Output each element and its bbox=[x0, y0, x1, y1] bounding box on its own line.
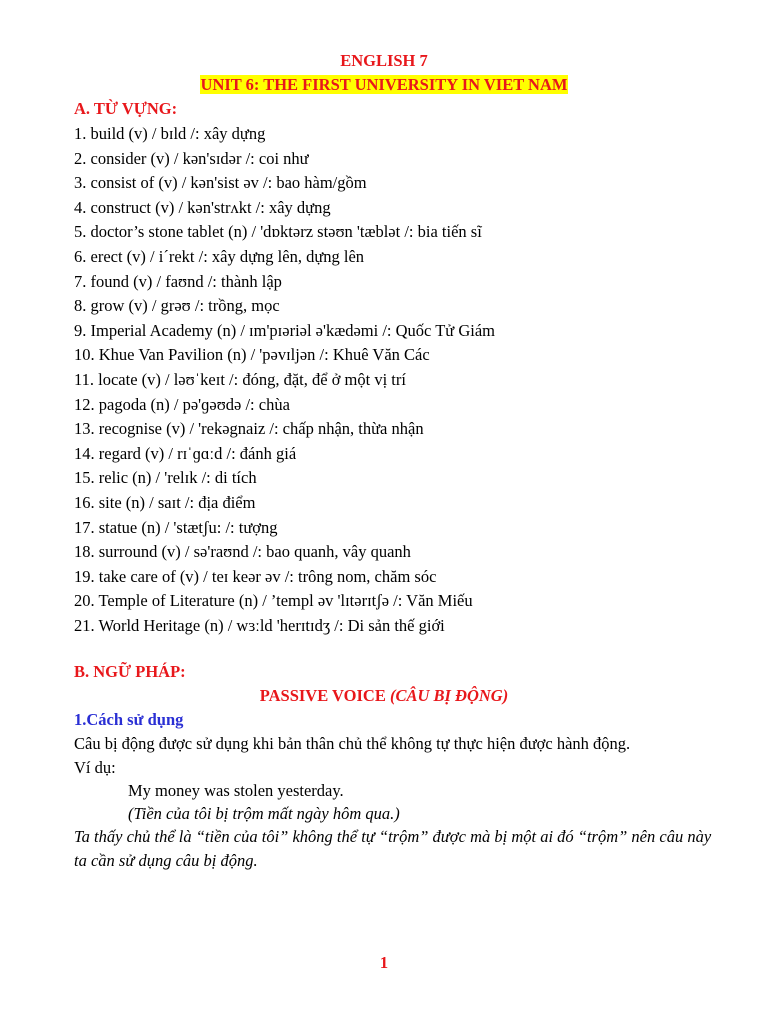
section-b-heading: B. NGỮ PHÁP: bbox=[74, 662, 186, 681]
usage-subheading: 1.Cách sử dụng bbox=[74, 710, 184, 729]
vocab-item: 19. take care of (v) / teɪ keər əv /: trông nom, chăm sóc bbox=[74, 566, 437, 586]
vocab-item: 10. Khue Van Pavilion (n) / 'pəvɪljən /: Khuê Văn Các bbox=[74, 345, 430, 365]
page-number: 1 bbox=[379, 953, 389, 972]
vocab-item: 17. statue (n) / 'stætʃu: /: tượng bbox=[74, 517, 278, 537]
vocab-item: 9. Imperial Academy (n) / ɪm'pɪəriəl ə'kædəmi /: Quốc Tử Giám bbox=[74, 320, 496, 340]
vocab-item: 18. surround (v) / sə'raʊnd /: bao quanh, vây quanh bbox=[74, 542, 411, 562]
vocab-item: 13. recognise (v) / 'rekəgnaiz /: chấp nhận, thừa nhận bbox=[74, 419, 424, 439]
grammar-topic bbox=[0, 685, 768, 707]
vocab-item: 1. build (v) / bɪld /: xây dựng bbox=[74, 124, 266, 143]
course-title: ENGLISH 7 bbox=[340, 51, 428, 70]
vocab-item: 14. regard (v) / rɪˈɡɑːd /: đánh giá bbox=[74, 443, 297, 463]
explanation-text: Ta thấy chủ thể là “tiền của tôi” không thể tự “trộm” được mà bị một ai đó “trộm” nên câu này ta cần sử dụng câu bị động. bbox=[74, 827, 712, 870]
vocab-item: 12. pagoda (n) / pə'ɡəʊdə /: chùa bbox=[74, 394, 290, 414]
unit-title-line bbox=[0, 74, 768, 96]
vocab-item: 20. Temple of Literature (n) / ’templ əv 'lɪtərɪtʃə /: Văn Miếu bbox=[74, 591, 473, 611]
vocabulary-list bbox=[74, 122, 495, 638]
vocab-item: 2. consider (v) / kən'sɪdər /: coi như bbox=[74, 148, 309, 168]
vocab-item: 3. consist of (v) / kən'sist əv /: bao hàm/gồm bbox=[74, 173, 367, 193]
example-label: Ví dụ: bbox=[74, 758, 116, 777]
grammar-topic-vi: (CÂU BỊ ĐỘNG) bbox=[389, 686, 509, 705]
unit-title: UNIT 6: THE FIRST UNIVERSITY IN VIET NAM bbox=[200, 75, 568, 94]
vocab-item: 7. found (v) / faʊnd /: thành lập bbox=[74, 271, 282, 291]
vocab-item: 4. construct (v) / kən'strʌkt /: xây dựng bbox=[74, 197, 331, 217]
example-vietnamese: (Tiền của tôi bị trộm mất ngày hôm qua.) bbox=[128, 804, 400, 823]
vocab-item: 21. World Heritage (n) / wɜːld 'herɪtɪdʒ /: Di sản thế giới bbox=[74, 615, 445, 635]
vocab-item: 15. relic (n) / 'relɪk /: di tích bbox=[74, 468, 257, 488]
section-a-heading: A. TỪ VỰNG: bbox=[74, 99, 178, 118]
vocab-item: 5. doctor’s stone tablet (n) / 'dɒktərz stəʊn 'tæblət /: bia tiến sĩ bbox=[74, 222, 482, 242]
usage-text: Câu bị động được sử dụng khi bản thân chủ thể không tự thực hiện được hành động. bbox=[74, 734, 631, 753]
vocab-item: 11. locate (v) / ləʊˈkeɪt /: đóng, đặt, để ở một vị trí bbox=[74, 369, 406, 389]
vocab-item: 16. site (n) / saɪt /: địa điểm bbox=[74, 492, 256, 512]
vocab-item: 8. grow (v) / grəʊ /: trồng, mọc bbox=[74, 296, 280, 316]
vocab-item: 6. erect (v) / i´rekt /: xây dựng lên, dựng lên bbox=[74, 246, 365, 266]
example-english: My money was stolen yesterday. bbox=[128, 781, 344, 800]
grammar-topic-text: PASSIVE VOICE bbox=[259, 686, 390, 705]
